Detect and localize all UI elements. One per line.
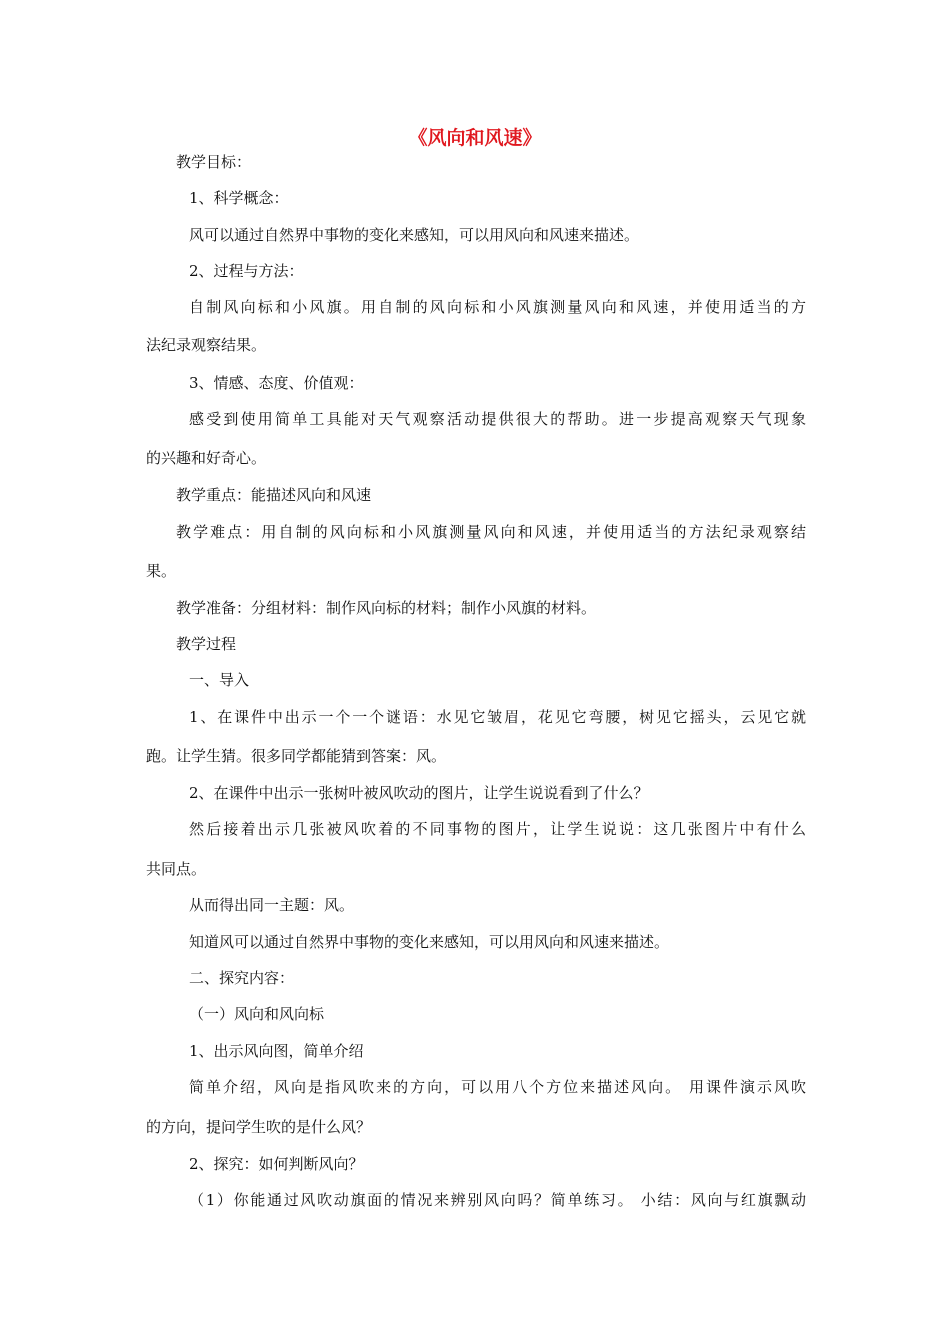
paragraph-line: 1、在课件中出示一个一个谜语：水见它皱眉，花见它弯腰，树见它摇头，云见它就 [189, 708, 806, 726]
paragraph-line: 的兴趣和好奇心。 [146, 449, 267, 467]
paragraph-line: 跑。让学生猜。很多同学都能猜到答案：风。 [146, 747, 447, 765]
paragraph-line: （1）你能通过风吹动旗面的情况来辨别风向吗？简单练习。 小结：风向与红旗飘动 [189, 1191, 806, 1209]
subheading-introduction: 一、导入 [189, 671, 250, 689]
paragraph-line: 的方向，提问学生吹的是什么风？ [146, 1118, 372, 1136]
paragraph-line: 2、探究：如何判断风向？ [189, 1155, 364, 1173]
paragraph-line: 自制风向标和小风旗。用自制的风向标和小风旗测量风向和风速，并使用适当的方 [189, 298, 806, 316]
paragraph-line: 感受到使用简单工具能对天气观察活动提供很大的帮助。进一步提高观察天气现象 [189, 410, 806, 428]
paragraph-line: 然后接着出示几张被风吹着的不同事物的图片，让学生说说：这几张图片中有什么 [189, 820, 806, 838]
section-heading-objectives: 教学目标： [176, 153, 252, 171]
section-heading-process: 教学过程 [176, 635, 237, 653]
teaching-preparation: 教学准备：分组材料：制作风向标的材料；制作小风旗的材料。 [176, 599, 597, 617]
paragraph-line: 共同点。 [146, 860, 207, 878]
paragraph-line: 法纪录观察结果。 [146, 336, 267, 354]
document-title: 《风向和风速》 [408, 127, 542, 149]
subheading-inquiry: 二、探究内容： [189, 969, 295, 987]
subheading-science-concept: 1、科学概念： [189, 189, 289, 207]
subheading-wind-direction-vane: （一）风向和风向标 [189, 1005, 325, 1023]
subheading-process-method: 2、过程与方法： [189, 262, 304, 280]
paragraph-line: 简单介绍，风向是指风吹来的方向，可以用八个方位来描述风向。 用课件演示风吹 [189, 1078, 806, 1096]
paragraph-line: 知道风可以通过自然界中事物的变化来感知，可以用风向和风速来描述。 [189, 933, 670, 951]
paragraph-line: 风可以通过自然界中事物的变化来感知，可以用风向和风速来描述。 [189, 226, 640, 244]
paragraph-line: 从而得出同一主题：风。 [189, 896, 355, 914]
subheading-emotion-attitude: 3、情感、态度、价值观： [189, 374, 364, 392]
teaching-difficulty: 教学难点：用自制的风向标和小风旗测量风向和风速，并使用适当的方法纪录观察结 [176, 523, 806, 541]
paragraph-line: 果。 [146, 562, 177, 580]
teaching-focus: 教学重点：能描述风向和风速 [176, 486, 372, 504]
paragraph-line: 1、出示风向图，简单介绍 [189, 1042, 364, 1060]
paragraph-line: 2、在课件中出示一张树叶被风吹动的图片，让学生说说看到了什么？ [189, 784, 649, 802]
